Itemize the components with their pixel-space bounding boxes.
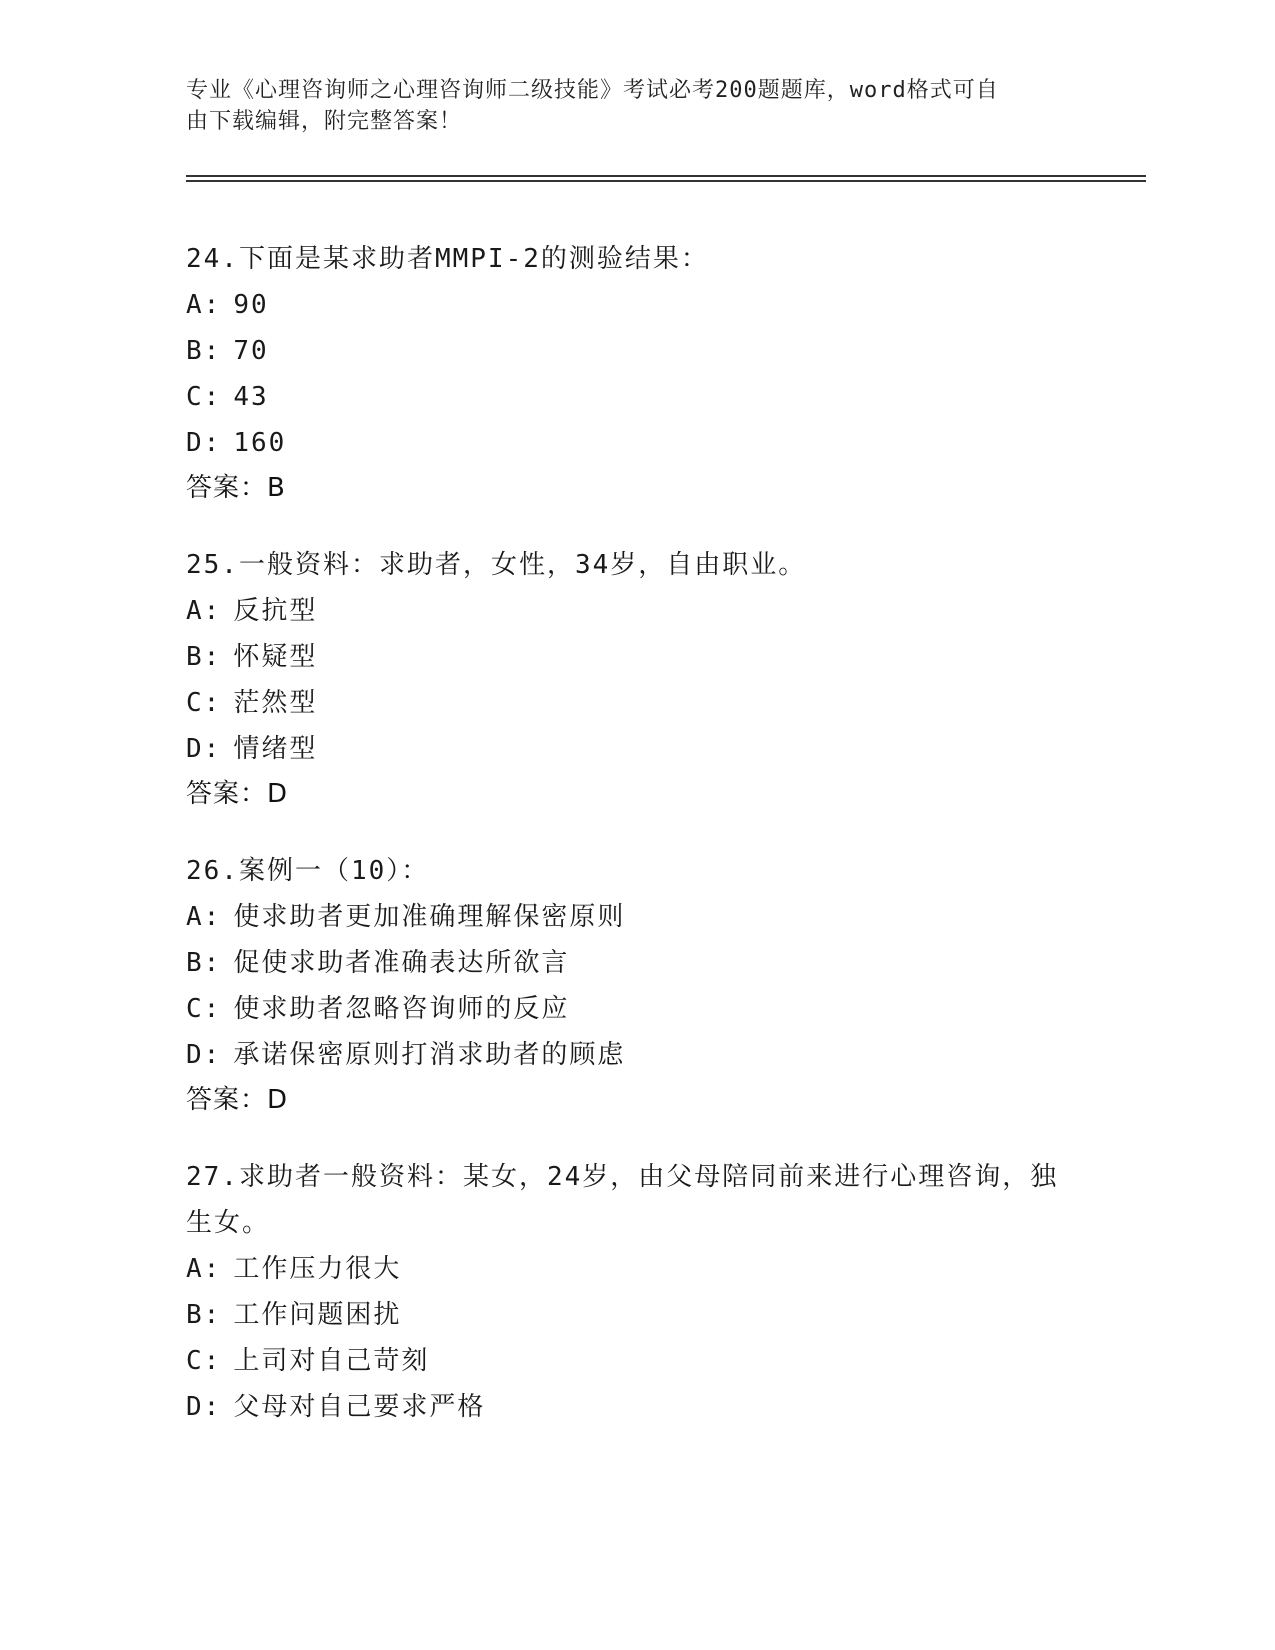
header-line-1: 专业《心理咨询师之心理咨询师二级技能》考试必考200题题库，word格式可自	[186, 78, 999, 103]
option-text: 茫然型	[233, 688, 318, 718]
question-title	[186, 542, 1086, 588]
question-text: 求助者一般资料：某女，24岁，由父母陪同前来进行心理咨询，独	[238, 1162, 1059, 1192]
option-text: 承诺保密原则打消求助者的顾虑	[233, 1040, 626, 1070]
option-d	[186, 1032, 1086, 1078]
option-c	[186, 1338, 1086, 1384]
option-letter: B:	[186, 948, 222, 978]
option-a	[186, 1246, 1086, 1292]
option-d	[186, 420, 1086, 466]
option-a	[186, 894, 1086, 940]
option-text: 父母对自己要求严格	[233, 1392, 486, 1422]
question-title	[186, 848, 1086, 894]
option-text: 情绪型	[233, 734, 318, 764]
option-letter: A:	[186, 902, 222, 932]
option-letter: D:	[186, 1040, 222, 1070]
option-letter: B:	[186, 336, 222, 366]
option-letter: B:	[186, 642, 222, 672]
question-text: 案例一（10）：	[238, 856, 430, 886]
option-a	[186, 282, 1086, 328]
option-letter: A:	[186, 596, 222, 626]
question-title-continued: 生女。	[186, 1208, 271, 1238]
option-text: 工作压力很大	[233, 1254, 402, 1284]
option-text: 70	[233, 336, 269, 366]
question-24	[186, 236, 1086, 510]
option-text: 使求助者更加准确理解保密原则	[233, 902, 626, 932]
answer-line: 答案：B	[186, 473, 286, 503]
answer-line: 答案：D	[186, 1085, 289, 1115]
option-letter: D:	[186, 1392, 222, 1422]
option-a	[186, 588, 1086, 634]
option-text: 43	[233, 382, 269, 412]
question-number: 27.	[186, 1162, 239, 1192]
question-list	[186, 236, 1086, 1462]
document-header	[186, 75, 1066, 137]
option-c	[186, 680, 1086, 726]
question-text: 一般资料：求助者，女性，34岁，自由职业。	[238, 550, 807, 580]
question-25	[186, 542, 1086, 816]
option-c	[186, 374, 1086, 420]
option-c	[186, 986, 1086, 1032]
option-letter: A:	[186, 290, 222, 320]
question-number: 24.	[186, 244, 239, 274]
question-26	[186, 848, 1086, 1122]
question-text: 下面是某求助者MMPI-2的测验结果：	[238, 244, 709, 274]
option-b	[186, 1292, 1086, 1338]
option-text: 怀疑型	[233, 642, 318, 672]
option-text: 使求助者忽略咨询师的反应	[233, 994, 570, 1024]
option-letter: A:	[186, 1254, 222, 1284]
question-number: 25.	[186, 550, 239, 580]
header-double-rule	[186, 175, 1146, 182]
option-text: 工作问题困扰	[233, 1300, 402, 1330]
option-b	[186, 940, 1086, 986]
option-letter: D:	[186, 734, 222, 764]
option-text: 促使求助者准确表达所欲言	[233, 948, 570, 978]
question-title	[186, 1154, 1086, 1200]
option-d	[186, 1384, 1086, 1430]
option-d	[186, 726, 1086, 772]
option-letter: B:	[186, 1300, 222, 1330]
option-letter: D:	[186, 428, 222, 458]
option-letter: C:	[186, 382, 222, 412]
option-letter: C:	[186, 1346, 222, 1376]
option-b	[186, 328, 1086, 374]
option-text: 160	[233, 428, 287, 458]
question-27	[186, 1154, 1086, 1430]
option-letter: C:	[186, 688, 222, 718]
option-text: 上司对自己苛刻	[233, 1346, 430, 1376]
option-text: 反抗型	[233, 596, 318, 626]
header-line-2: 由下载编辑，附完整答案！	[186, 109, 463, 134]
question-title	[186, 236, 1086, 282]
question-number: 26.	[186, 856, 239, 886]
option-letter: C:	[186, 994, 222, 1024]
option-b	[186, 634, 1086, 680]
option-text: 90	[233, 290, 269, 320]
answer-line: 答案：D	[186, 779, 289, 809]
